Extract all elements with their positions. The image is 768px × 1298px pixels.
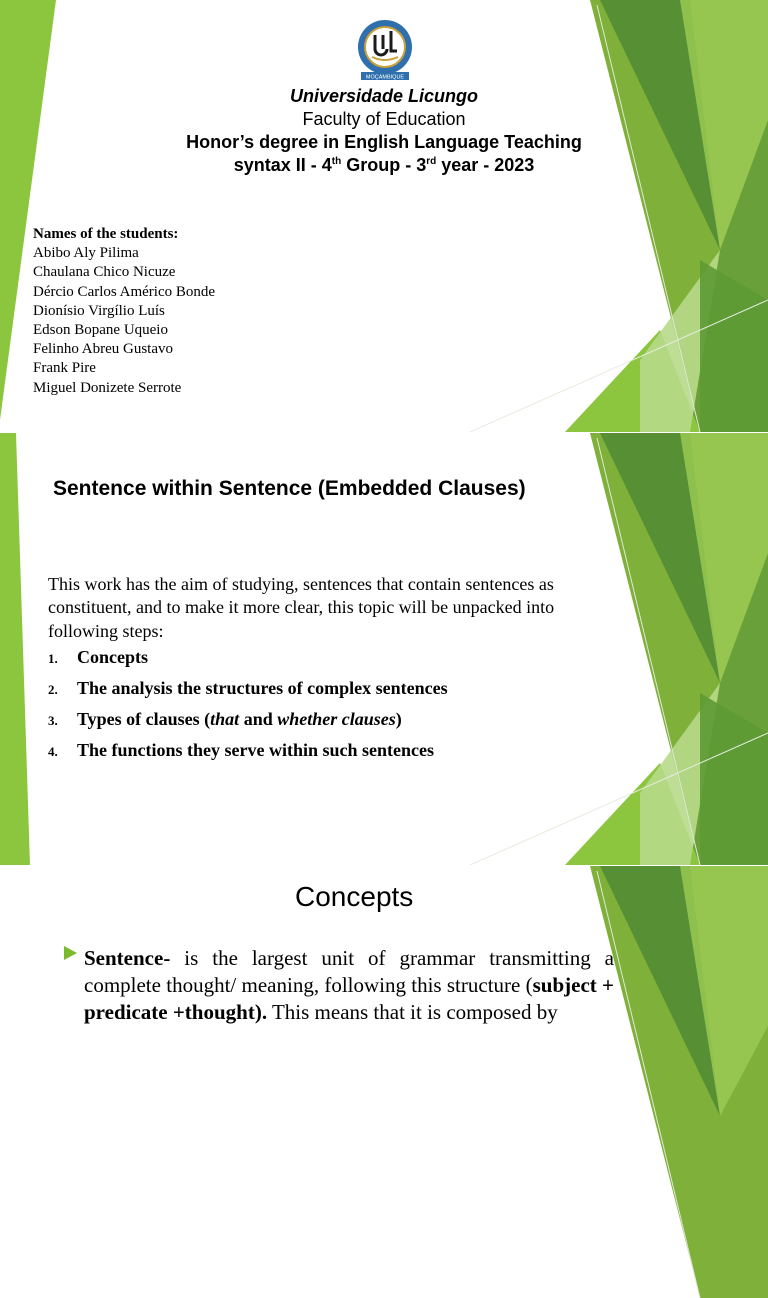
university-name: Universidade Licungo [289, 86, 479, 106]
student-name: Abibo Aly Pilima [33, 245, 139, 262]
student-name: Frank Pire [33, 360, 96, 377]
slide-concepts [0, 866, 768, 1298]
svg-text:MOÇAMBIQUE: MOÇAMBIQUE [365, 74, 405, 81]
list-item: 4. The functions they serve within such sentences [48, 740, 435, 760]
student-names-list [33, 225, 215, 398]
student-name: Felinho Abreu Gustavo [33, 341, 173, 358]
slide-decoration [0, 866, 768, 1298]
list-item: 1. Concepts [48, 647, 148, 667]
steps-list [48, 647, 448, 771]
faculty-name: Faculty of Education [302, 109, 466, 129]
student-name: Dionísio Virgílio Luís [33, 302, 165, 319]
slide-title: Concepts [295, 881, 414, 912]
names-heading: Names of the students: [33, 226, 179, 242]
intro-paragraph: This work has the aim of studying, sentences that contain sentences as constituent, and to make it more clear, this topic will be unpacked into following steps: [48, 574, 555, 641]
definition-paragraph: Sentence- is the largest unit of grammar transmitting a complete thought/ meaning, following this structure (subject + predicate +thought). This means that it is composed by [84, 946, 615, 1024]
list-item: 2. The analysis the structures of complex sentences [48, 678, 448, 698]
slide-title [0, 0, 768, 432]
student-name: Miguel Donizete Serrote [33, 379, 182, 396]
slide-introduction [0, 433, 768, 865]
degree-name: Honor’s degree in English Language Teaching [186, 132, 582, 152]
student-name: Dércio Carlos Américo Bonde [33, 283, 216, 300]
triangle-bullet-icon [64, 946, 77, 960]
list-item: 3. Types of clauses (that and whether clauses) [48, 709, 402, 729]
student-name: Edson Bopane Uqueio [33, 322, 168, 339]
course-line: syntax II - 4th Group - 3rd year - 2023 [233, 155, 535, 175]
slide-title: Sentence within Sentence (Embedded Clauses) [53, 477, 526, 500]
university-logo [350, 17, 420, 83]
student-name: Chaulana Chico Nicuze [33, 264, 176, 281]
